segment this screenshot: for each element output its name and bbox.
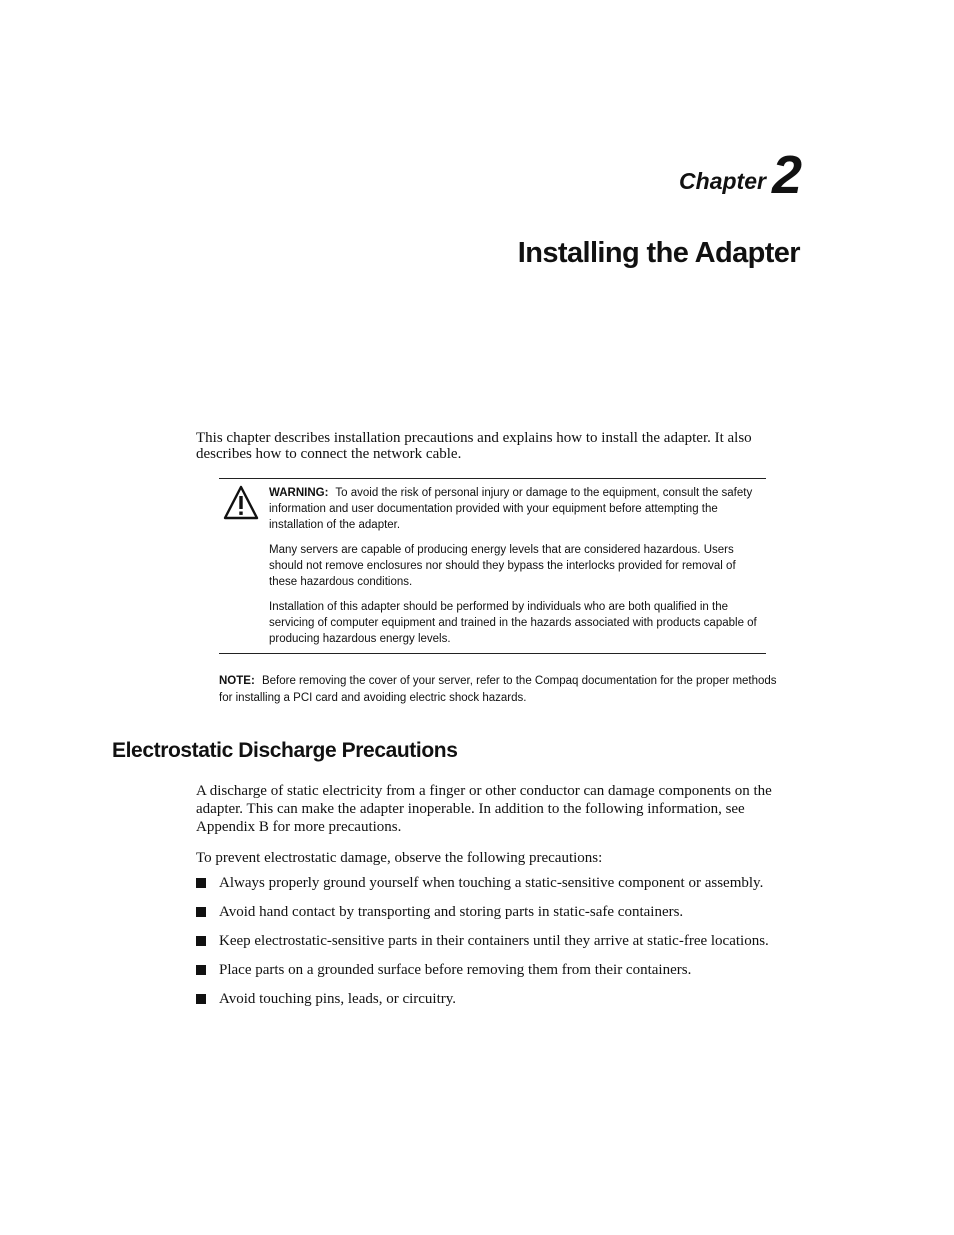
esd-lead-text: To prevent electrostatic damage, observe the following precautions: — [196, 850, 603, 866]
chapter-word: Chapter — [679, 168, 766, 194]
chapter-title: Installing the Adapter — [517, 237, 800, 269]
list-item: Avoid hand contact by transporting and storing parts in static-safe containers. — [196, 904, 806, 920]
list-item: Place parts on a grounded surface before removing them from their containers. — [196, 962, 806, 978]
bullet-square-icon — [196, 907, 206, 917]
esd-paragraph: A discharge of static electricity from a finger or other conductor can damage components on the adapter. This can make the adapter inoperable. In addition to the following information, see Appendix B for more precautions. — [196, 783, 772, 835]
warning-triangle-icon — [223, 485, 259, 521]
section-heading-esd: Electrostatic Discharge Precautions — [112, 739, 458, 762]
bullet-square-icon — [196, 878, 206, 888]
bullet-square-icon — [196, 936, 206, 946]
note-label: NOTE: — [219, 675, 255, 687]
warning-paragraph: WARNING: To avoid the risk of personal injury or damage to the equipment, consult the safety information and user documentation provided with your equipment before attempting the installation of the adapter. — [269, 487, 753, 531]
warning-paragraph: Many servers are capable of producing energy levels that are considered hazardous. Users should not remove enclosures nor should they bypass the interlocks provided for removal of these hazardous conditions. — [269, 544, 736, 588]
note-box — [219, 673, 779, 707]
list-item: Avoid touching pins, leads, or circuitry. — [196, 991, 806, 1007]
precautions-list — [196, 875, 806, 1020]
chapter-label — [679, 145, 802, 205]
warning-paragraph: Installation of this adapter should be performed by individuals who are both qualified in the servicing of computer equipment and trained in the hazards associated with products capable of producing hazardous energy levels. — [269, 601, 757, 645]
warning-label: WARNING: — [269, 487, 329, 499]
intro-paragraph: This chapter describes installation precautions and explains how to install the adapter. It also describes how to connect the network cable. — [196, 430, 752, 462]
warning-box — [219, 478, 766, 654]
warning-text — [269, 485, 763, 656]
chapter-number: 2 — [771, 145, 802, 205]
bullet-square-icon — [196, 965, 206, 975]
list-item: Always properly ground yourself when touching a static-sensitive component or assembly. — [196, 875, 806, 891]
note-paragraph: NOTE: Before removing the cover of your server, refer to the Compaq documentation for the proper methods for installing a PCI card and avoiding electric shock hazards. — [219, 675, 777, 704]
intro-section — [196, 430, 796, 462]
bullet-square-icon — [196, 994, 206, 1004]
list-item: Keep electrostatic-sensitive parts in their containers until they arrive at static-free locations. — [196, 933, 806, 949]
